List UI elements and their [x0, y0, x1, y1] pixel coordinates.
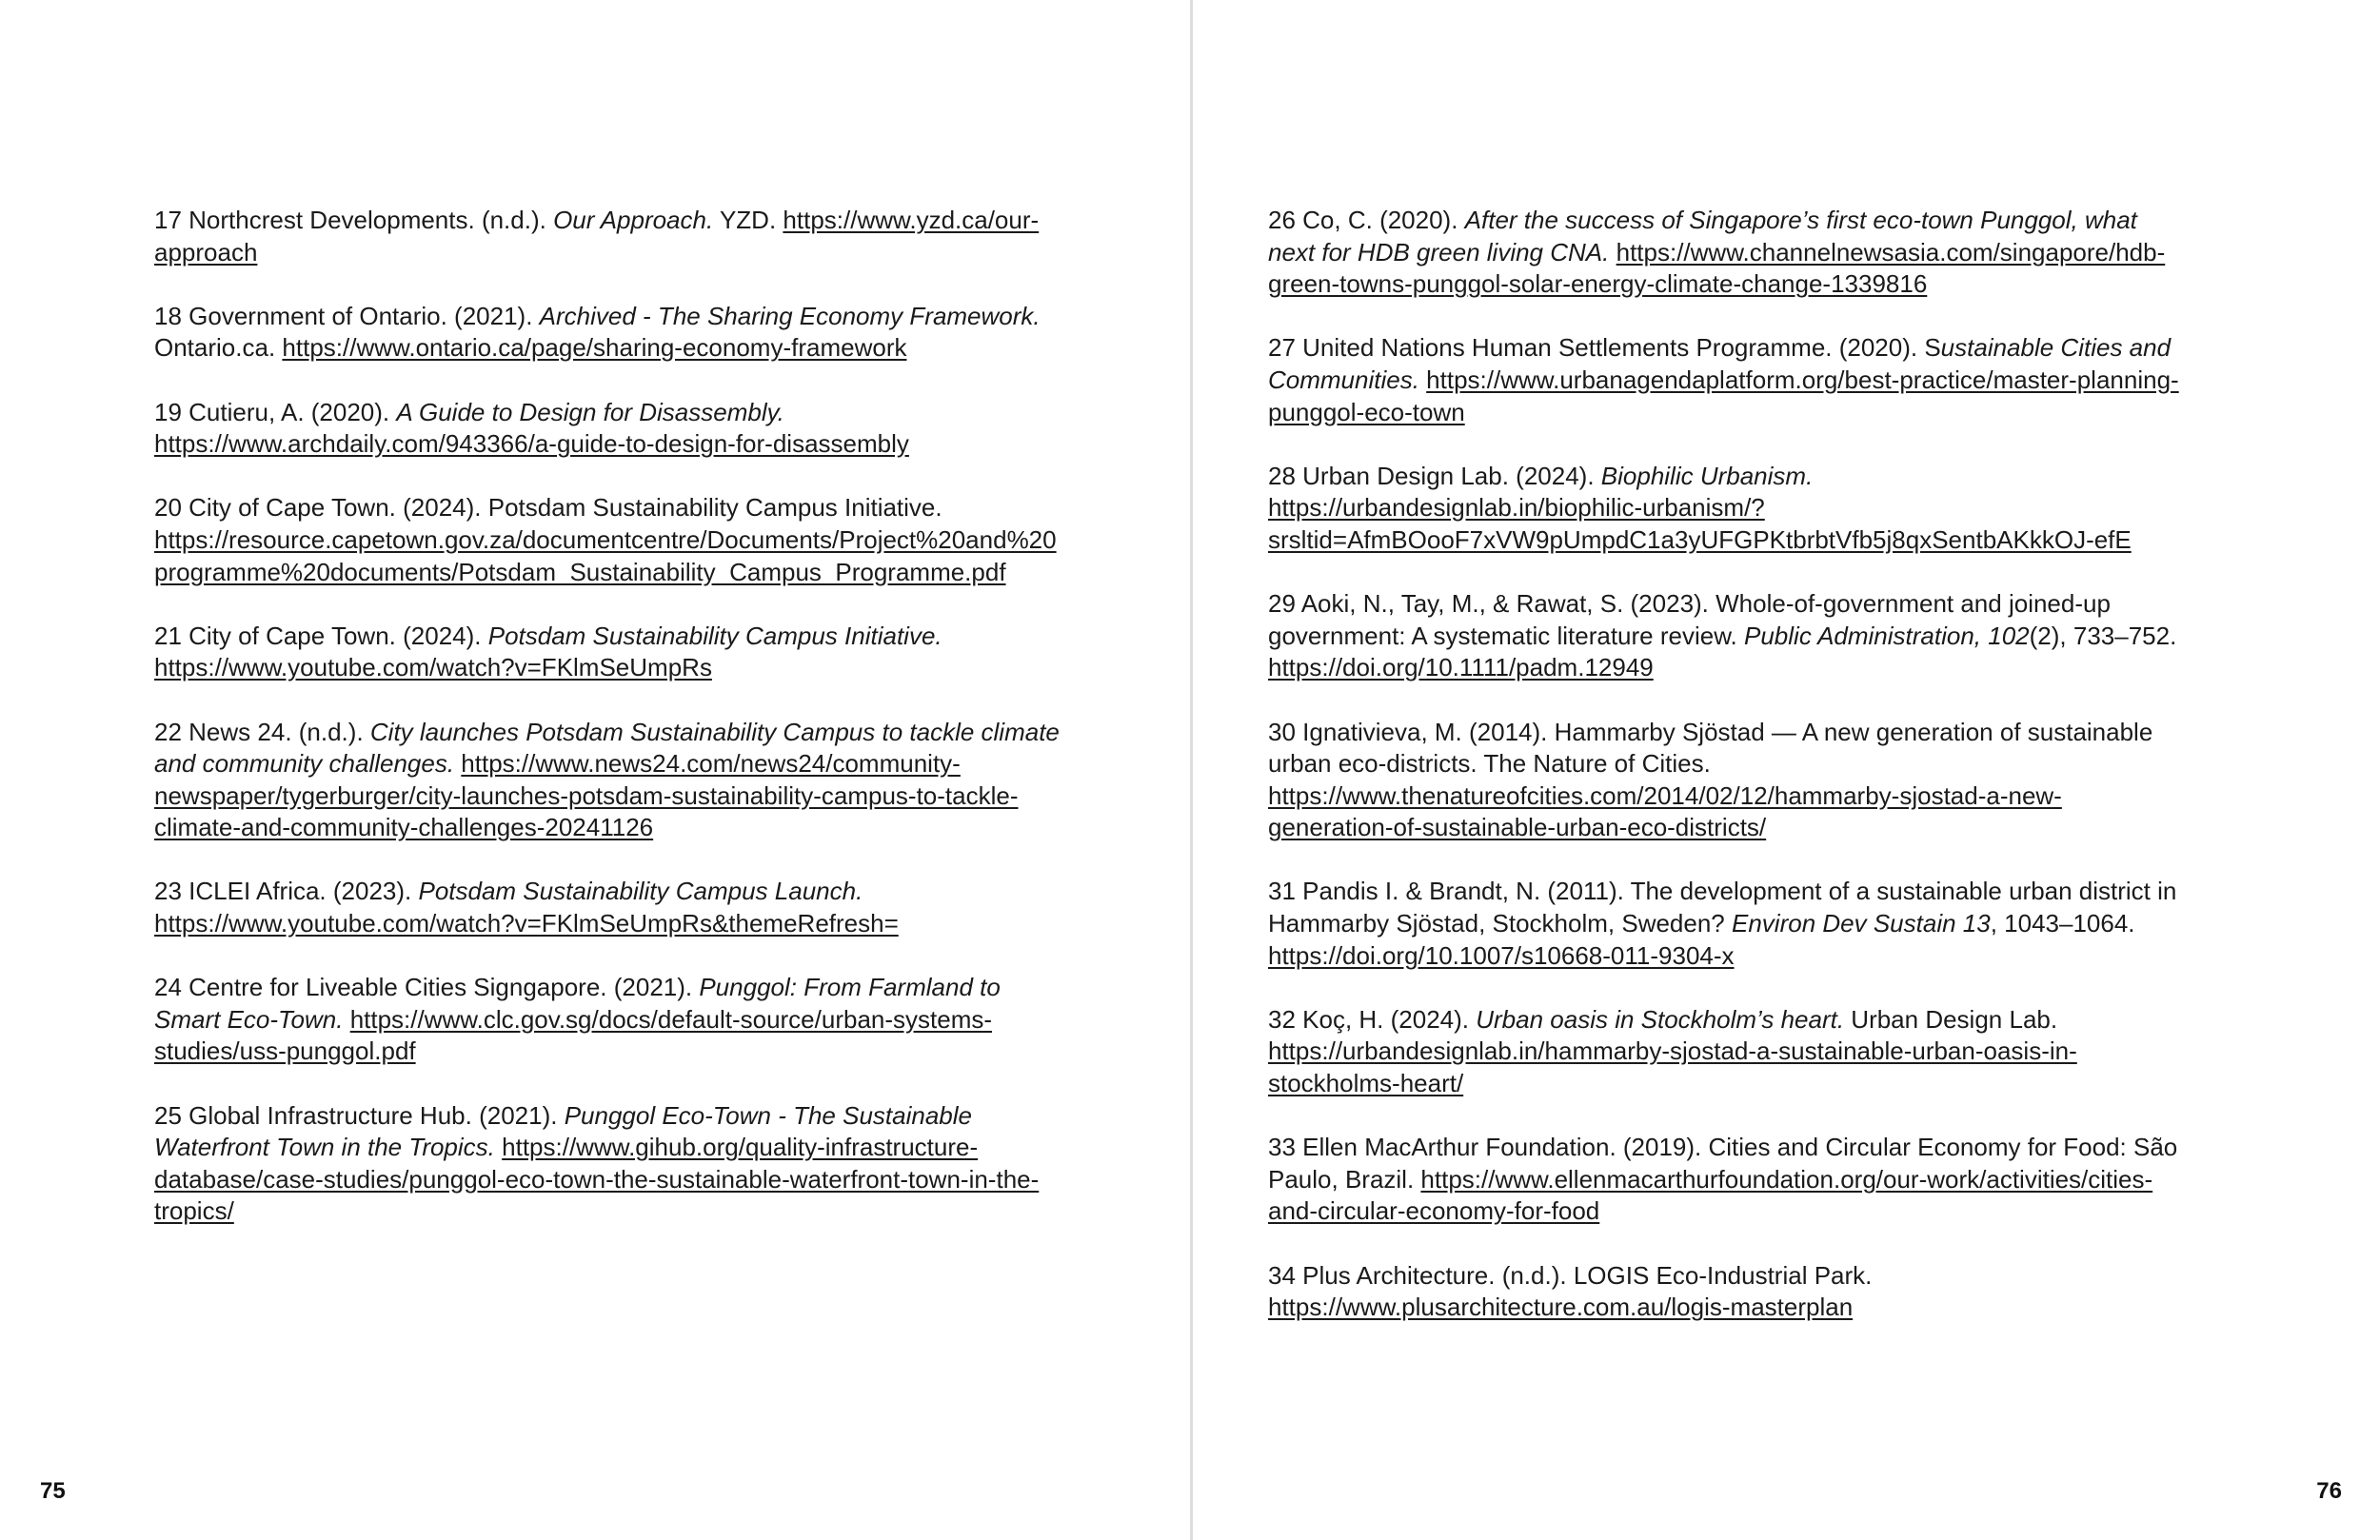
reference-link[interactable]: https://www.urbanagendaplatform.org/best-practice/master-planning-punggol-eco-town	[1268, 365, 2179, 426]
reference-item	[1268, 205, 2182, 301]
reference-title: Punggol: From Farmland to Smart Eco-Town.	[154, 973, 1001, 1034]
reference-link[interactable]: https://www.ellenmacarthurfoundation.org/our-work/activities/cities-and-circular-economy-for-food	[1268, 1164, 2153, 1226]
reference-text: Ellen MacArthur Foundation. (2019). Cities and Circular Economy for Food: São Paulo, Brazil.	[1268, 1133, 2178, 1194]
reference-item	[1268, 717, 2182, 844]
reference-link[interactable]: https://www.archdaily.com/943366/a-guide-to-design-for-disassembly	[154, 429, 909, 459]
reference-number: 18	[154, 301, 182, 330]
reference-number: 31	[1268, 877, 1296, 906]
reference-text: Pandis I. & Brandt, N. (2011). The development of a sustainable urban district in Hammarby Sjöstad, Stockholm, Sweden?	[1268, 877, 2177, 938]
reference-text: Government of Ontario. (2021).	[188, 301, 540, 330]
reference-number: 22	[154, 717, 182, 746]
reference-link[interactable]: https://urbandesignlab.in/biophilic-urbanism/?srsltid=AfmBOooF7xVW9pUmpdC1a3yUFGPKtbrbtVfb5j8qxSentbAKkkOJ-efE	[1268, 493, 2132, 554]
reference-link[interactable]: https://www.youtube.com/watch?v=FKlmSeUmpRs&themeRefresh=	[154, 909, 899, 938]
reference-source: Urban Design Lab.	[1844, 1004, 2058, 1034]
reference-text: Global Infrastructure Hub. (2021).	[188, 1100, 565, 1130]
reference-title: ustainable Cities and Communities.	[1268, 333, 2172, 394]
reference-number: 29	[1268, 589, 1296, 619]
reference-number: 20	[154, 493, 182, 523]
reference-item	[1268, 1004, 2182, 1100]
reference-item	[154, 301, 1068, 365]
reference-text: Plus Architecture. (n.d.). LOGIS Eco-Industrial Park.	[1302, 1260, 1873, 1290]
reference-item	[154, 397, 1068, 461]
reference-title: Archived - The Sharing Economy Framework.	[539, 301, 1041, 330]
reference-source: YZD.	[713, 206, 783, 234]
reference-link[interactable]: https://resource.capetown.gov.za/documentcentre/Documents/Project%20and%20programme%20documents/Potsdam_Sustainability_Campus_Programme.pdf	[154, 524, 1057, 586]
right-page-references	[1268, 205, 2182, 1355]
reference-number: 33	[1268, 1133, 1296, 1162]
reference-number: 26	[1268, 206, 1296, 234]
reference-link[interactable]: https://www.thenatureofcities.com/2014/02/12/hammarby-sjostad-a-new-generation-of-sustainable-urban-eco-districts/	[1268, 780, 2062, 842]
reference-title: City launches Potsdam Sustainability Campus to tackle climate and community challenges.	[154, 717, 1060, 779]
reference-item	[154, 876, 1068, 939]
reference-text: News 24. (n.d.).	[188, 717, 370, 746]
reference-text: Co, C. (2020).	[1302, 206, 1465, 234]
reference-text: Northcrest Developments. (n.d.).	[188, 206, 554, 234]
reference-item	[154, 972, 1068, 1068]
reference-text: United Nations Human Settlements Programme. (2020). S	[1302, 333, 1941, 363]
reference-number: 28	[1268, 461, 1296, 490]
reference-item	[1268, 461, 2182, 557]
reference-item	[1268, 1260, 2182, 1324]
reference-title: Biophilic Urbanism.	[1600, 461, 1814, 490]
reference-number: 23	[154, 877, 182, 906]
reference-item	[1268, 876, 2182, 972]
reference-link[interactable]: https://urbandesignlab.in/hammarby-sjostad-a-sustainable-urban-oasis-in-stockholms-heart/	[1268, 1037, 2077, 1098]
reference-item	[1268, 332, 2182, 428]
reference-source: (2), 733–752.	[2029, 621, 2177, 650]
reference-text: Ignativieva, M. (2014). Hammarby Sjöstad — A new generation of sustainable urban eco-districts. The Nature of Cities.	[1268, 717, 2153, 779]
reference-title: Potsdam Sustainability Campus Launch.	[418, 877, 863, 906]
reference-text: Cutieru, A. (2020).	[188, 397, 397, 426]
reference-title: Public Administration, 102	[1744, 621, 2030, 650]
reference-title: Potsdam Sustainability Campus Initiative.	[487, 621, 942, 650]
reference-link[interactable]: https://www.ontario.ca/page/sharing-economy-framework	[282, 333, 907, 363]
reference-number: 32	[1268, 1004, 1296, 1034]
reference-source	[1609, 238, 1616, 267]
reference-link[interactable]: https://doi.org/10.1007/s10668-011-9304-x	[1268, 940, 1735, 970]
reference-text: Koç, H. (2024).	[1302, 1004, 1477, 1034]
reference-text: City of Cape Town. (2024). Potsdam Sustainability Campus Initiative.	[188, 493, 942, 523]
reference-link[interactable]: https://www.channelnewsasia.com/singapore/hdb-green-towns-punggol-solar-energy-climate-change-1339816	[1268, 237, 2166, 299]
page-number-left: 75	[40, 1478, 66, 1504]
reference-title: Our Approach.	[553, 206, 714, 234]
reference-number: 24	[154, 973, 182, 1002]
reference-number: 19	[154, 397, 182, 426]
reference-source	[343, 1005, 349, 1034]
reference-link[interactable]: https://www.clc.gov.sg/docs/default-source/urban-systems-studies/uss-punggol.pdf	[154, 1004, 993, 1066]
reference-text: Centre for Liveable Cities Signgapore. (2021).	[188, 973, 700, 1002]
reference-title: A Guide to Design for Disassembly.	[396, 397, 784, 426]
reference-link[interactable]: https://www.plusarchitecture.com.au/logis-masterplan	[1268, 1293, 1854, 1322]
reference-number: 34	[1268, 1260, 1296, 1290]
left-page-references	[154, 205, 1068, 1260]
reference-text: Aoki, N., Tay, M., & Rawat, S. (2023). Whole-of-government and joined-up government: A systematic literature review.	[1268, 589, 2111, 650]
reference-item	[154, 717, 1068, 844]
reference-item	[154, 205, 1068, 268]
reference-title: Urban oasis in Stockholm’s heart.	[1476, 1004, 1845, 1034]
page-spread-divider	[1190, 0, 1193, 1540]
reference-link[interactable]: https://www.yzd.ca/our-approach	[154, 206, 1040, 267]
reference-link[interactable]: https://doi.org/10.1111/padm.12949	[1268, 653, 1654, 682]
reference-number: 27	[1268, 333, 1296, 363]
reference-item	[154, 492, 1068, 588]
reference-text: City of Cape Town. (2024).	[188, 621, 488, 650]
reference-text: Urban Design Lab. (2024).	[1302, 461, 1601, 490]
reference-title: Environ Dev Sustain 13	[1732, 909, 1991, 938]
reference-source: Ontario.ca.	[154, 333, 283, 363]
reference-item	[1268, 588, 2182, 684]
reference-source: , 1043–1064.	[1990, 909, 2135, 938]
reference-title: Punggol Eco-Town - The Sustainable Waterfront Town in the Tropics.	[154, 1100, 972, 1162]
reference-item	[154, 621, 1068, 684]
reference-link[interactable]: https://www.news24.com/news24/community-newspaper/tygerburger/city-launches-potsdam-sustainability-campus-to-tackle-climate-and-community-challenges-20241126	[154, 749, 1019, 842]
reference-title: After the success of Singapore’s first eco-town Punggol, what next for HDB green living CNA.	[1268, 206, 2137, 267]
reference-text: ICLEI Africa. (2023).	[188, 877, 419, 906]
page-number-right: 76	[2316, 1478, 2342, 1504]
reference-number: 17	[154, 206, 182, 234]
reference-link[interactable]: https://www.gihub.org/quality-infrastructure-database/case-studies/punggol-eco-town-the-sustainable-waterfront-town-in-the-tropics/	[154, 1133, 1040, 1226]
reference-number: 25	[154, 1100, 182, 1130]
reference-item	[154, 1100, 1068, 1228]
reference-number: 30	[1268, 717, 1296, 746]
reference-number: 21	[154, 621, 182, 650]
reference-item	[1268, 1132, 2182, 1228]
reference-link[interactable]: https://www.youtube.com/watch?v=FKlmSeUmpRs	[154, 653, 712, 682]
